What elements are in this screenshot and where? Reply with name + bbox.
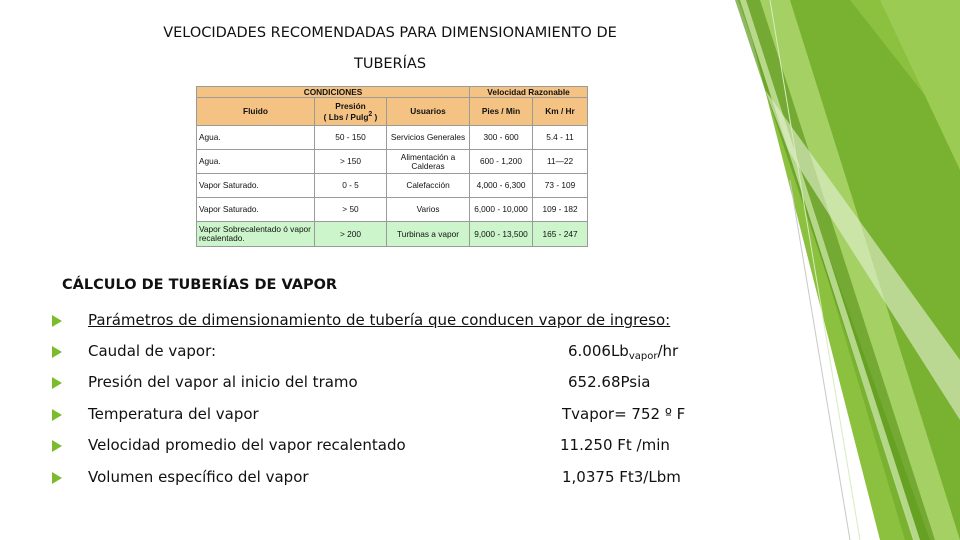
list-item [52,311,752,333]
list-item [52,405,752,427]
cell-users: Servicios Generales [387,126,470,150]
header-conditions: CONDICIONES [197,87,470,98]
cell-fpm: 9,000 - 13,500 [470,222,533,247]
cell-fluid: Agua. [197,150,315,174]
list-item [52,468,752,490]
cell-fpm: 6,000 - 10,000 [470,198,533,222]
table-row [197,174,588,198]
table-row [197,198,588,222]
cell-fluid: Agua. [197,126,315,150]
triangle-bullet-icon [52,440,62,452]
triangle-bullet-icon [52,472,62,484]
cell-pressure: 0 - 5 [315,174,387,198]
velocity-table [196,86,588,247]
header-pressure-sup: 2 [368,110,373,118]
cell-users: Varios [387,198,470,222]
triangle-bullet-icon [52,409,62,421]
cell-users: Turbinas a vapor [387,222,470,247]
item-label: Presión del vapor al inicio del tramo [88,373,358,391]
cell-kmh: 11—22 [533,150,588,174]
item-value: Tvapor= 752 º F [562,405,686,423]
header-pressure [315,98,387,126]
item-value [568,342,678,362]
header-pressure-end: ) [374,111,378,122]
table-row [197,222,588,247]
cell-users: Alimentación a Calderas [387,150,470,174]
cell-fluid: Vapor Saturado. [197,174,315,198]
header-pressure-line2: ( Lbs / Pulg [323,111,369,122]
header-velocity: Velocidad Razonable [470,87,588,98]
table-row [197,126,588,150]
item-label: Caudal de vapor: [88,342,217,360]
section-heading: CÁLCULO DE TUBERÍAS DE VAPOR [62,277,338,293]
item-label: Velocidad promedio del vapor recalentado [88,436,406,454]
item-label: Parámetros de dimensionamiento de tubería que conducen vapor de ingreso: [88,311,671,329]
list-item [52,436,752,458]
item-value: 1,0375 Ft3/Lbm [562,468,681,486]
table-row [197,150,588,174]
list-item [52,342,752,364]
header-pressure-line1: Presión [335,100,366,111]
cell-kmh: 109 - 182 [533,198,588,222]
cell-pressure: 50 - 150 [315,126,387,150]
value-end: /hr [657,342,679,360]
cell-kmh: 5.4 - 11 [533,126,588,150]
triangle-bullet-icon [52,377,62,389]
header-users: Usuarios [387,98,470,126]
cell-fpm: 4,000 - 6,300 [470,174,533,198]
list-item [52,373,752,395]
slide-title-line-2: TUBERÍAS [353,56,427,72]
triangle-bullet-icon [52,346,62,358]
cell-kmh: 73 - 109 [533,174,588,198]
item-label: Volumen específico del vapor [88,468,309,486]
value-main: 6.006Lb [568,342,629,360]
header-kmh: Km / Hr [533,98,588,126]
cell-pressure: > 150 [315,150,387,174]
slide-title-line-1: VELOCIDADES RECOMENDADAS PARA DIMENSIONAMIENTO DE [163,25,617,41]
cell-fluid: Vapor Saturado. [197,198,315,222]
value-sub: vapor [628,351,658,362]
header-fluid: Fluido [197,98,315,126]
header-fpm: Pies / Min [470,98,533,126]
cell-fpm: 300 - 600 [470,126,533,150]
cell-users: Calefacción [387,174,470,198]
item-value: 652.68Psia [568,373,651,391]
item-value: 11.250 Ft /min [560,436,670,454]
cell-fpm: 600 - 1,200 [470,150,533,174]
item-label: Temperatura del vapor [88,405,259,423]
cell-kmh: 165 - 247 [533,222,588,247]
cell-pressure: > 200 [315,222,387,247]
triangle-bullet-icon [52,315,62,327]
cell-fluid: Vapor Sobrecalentado ó vapor recalentado. [197,222,315,247]
cell-pressure: > 50 [315,198,387,222]
